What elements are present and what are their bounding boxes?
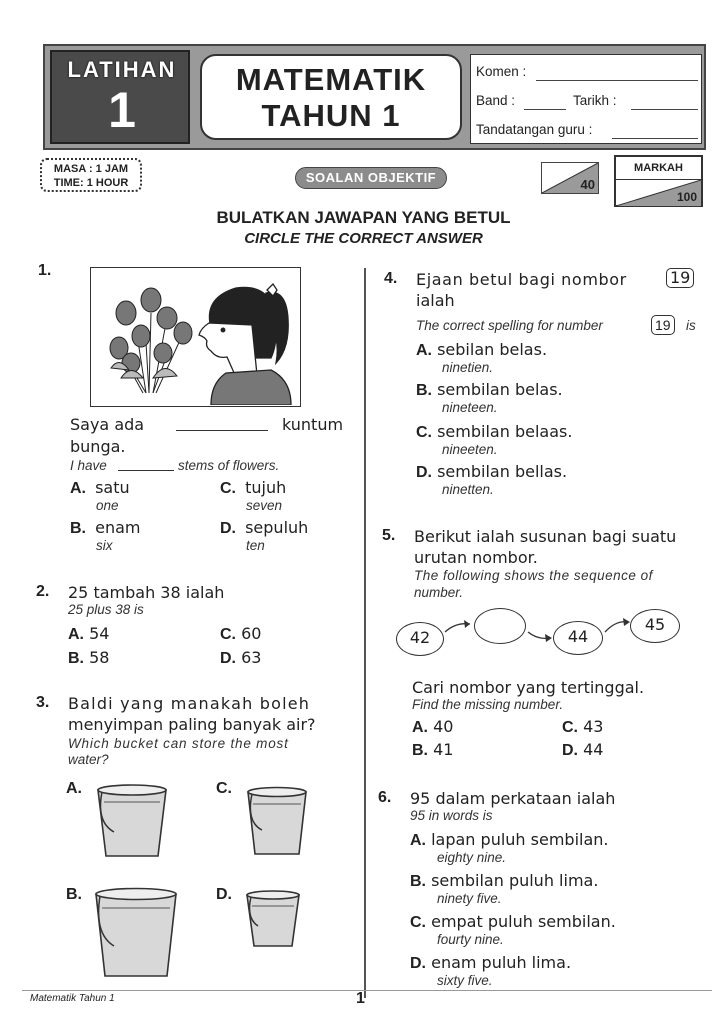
q2-option-c[interactable]	[220, 624, 261, 644]
option-en: fourty nine.	[437, 932, 504, 947]
q6-option-c[interactable]	[410, 912, 616, 947]
latihan-label: LATIHAN	[67, 57, 177, 82]
q3-text-line1: Baldi yang manakah boleh	[68, 694, 311, 713]
option-text: 63	[241, 648, 262, 667]
q5-question-en: Find the missing number.	[412, 697, 564, 712]
option-text: 54	[89, 624, 110, 643]
option-letter: C.	[410, 914, 426, 931]
q2-option-d[interactable]	[220, 648, 261, 668]
q4-text-b: ialah	[416, 291, 455, 310]
q2-text: 25 tambah 38 ialah	[68, 583, 225, 602]
q1-text-b: kuntum	[282, 415, 344, 434]
option-letter: B.	[410, 873, 426, 890]
q4-en: The correct spelling for number	[416, 318, 603, 333]
q1-text-c: bunga.	[70, 437, 126, 456]
tandatangan-field[interactable]	[612, 124, 698, 139]
q6-text: 95 dalam perkataan ialah	[410, 789, 616, 808]
option-letter: B.	[412, 742, 428, 759]
q1-option-c[interactable]	[220, 478, 286, 513]
markah-total: 100	[676, 190, 697, 204]
option-text: 44	[583, 740, 604, 759]
q6-option-a[interactable]	[410, 830, 608, 865]
time-box	[40, 158, 142, 192]
option-letter: A.	[410, 832, 426, 849]
q1-en-b: stems of flowers.	[178, 458, 280, 473]
instruction-english: CIRCLE THE CORRECT ANSWER	[244, 230, 483, 247]
q3-number: 3.	[36, 694, 50, 711]
q1-text-a: Saya ada	[70, 415, 145, 434]
option-en: eighty nine.	[437, 850, 507, 865]
option-en: six	[96, 538, 113, 553]
score-total: 40	[580, 177, 595, 192]
option-en: ninetten.	[442, 482, 494, 497]
q5-en-line1: The following shows the sequence of	[414, 568, 653, 583]
option-letter: C.	[562, 719, 578, 736]
q3-text-line2: menyimpan paling banyak air?	[68, 715, 316, 734]
q1-option-d[interactable]	[220, 518, 308, 553]
option-en: one	[96, 498, 119, 513]
q1-en-a: I have	[70, 458, 107, 473]
arrow-2-icon	[545, 634, 552, 642]
footer-title: Matematik Tahun 1	[30, 993, 115, 1004]
q4-en-number-box: 19	[651, 315, 675, 335]
option-en: ten	[246, 538, 265, 553]
option-text: sebilan belas.	[437, 340, 548, 359]
section-badge: SOALAN OBJEKTIF	[295, 167, 447, 189]
option-text: lapan puluh sembilan.	[431, 830, 609, 849]
option-letter: A.	[68, 626, 84, 643]
q4-text-a: Ejaan betul bagi nombor	[416, 270, 627, 289]
komen-label: Komen :	[476, 64, 527, 79]
girl-flowers-illustration	[91, 268, 299, 405]
option-text: enam	[95, 518, 141, 537]
option-letter: D.	[416, 464, 432, 481]
q4-option-c[interactable]	[416, 422, 572, 457]
page-number: 1	[356, 990, 365, 1007]
arrow-1-icon	[464, 620, 470, 628]
q5-option-d[interactable]	[562, 740, 603, 760]
q5-option-a[interactable]	[412, 717, 453, 737]
q4-number: 4.	[384, 270, 398, 287]
option-letter: C.	[416, 424, 432, 441]
option-en: ninetien.	[442, 360, 494, 375]
q3-option-d-letter[interactable]: D.	[216, 886, 232, 903]
q3-en-line1: Which bucket can store the most	[68, 736, 289, 751]
option-text: 40	[433, 717, 454, 736]
masa-text: MASA : 1 JAM	[53, 163, 129, 175]
q1-en-blank	[118, 470, 174, 471]
q4-option-d[interactable]	[416, 462, 567, 497]
q2-en: 25 plus 38 is	[68, 602, 144, 617]
option-text: sepuluh	[245, 518, 309, 537]
sequence-bubble-1: 42	[396, 622, 444, 656]
option-letter: D.	[220, 520, 236, 537]
q6-en: 95 in words is	[410, 808, 493, 823]
option-text: empat puluh sembilan.	[431, 912, 616, 931]
komen-field[interactable]	[536, 66, 698, 81]
markah-label: MARKAH	[616, 157, 701, 180]
option-text: enam puluh lima.	[431, 953, 572, 972]
tandatangan-label: Tandatangan guru :	[476, 122, 593, 137]
q2-option-b[interactable]	[68, 648, 109, 668]
option-letter: C.	[220, 480, 236, 497]
arrow-3-icon	[623, 618, 630, 626]
option-text: tujuh	[245, 478, 287, 497]
q5-option-b[interactable]	[412, 740, 453, 760]
q5-text-line1: Berikut ialah susunan bagi suatu	[414, 527, 677, 546]
option-text: 60	[241, 624, 262, 643]
option-text: sembilan belaas.	[437, 422, 573, 441]
q6-option-b[interactable]	[410, 871, 598, 906]
q5-option-c[interactable]	[562, 717, 603, 737]
option-letter: A.	[412, 719, 428, 736]
option-letter: D.	[220, 650, 236, 667]
q2-number: 2.	[36, 583, 50, 600]
q6-number: 6.	[378, 789, 392, 806]
option-text: satu	[95, 478, 130, 497]
time-text: TIME: 1 HOUR	[53, 177, 129, 189]
option-letter: B.	[70, 520, 86, 537]
option-text: sembilan bellas.	[437, 462, 568, 481]
footer-line	[22, 990, 712, 991]
q5-en-line2: number.	[414, 585, 464, 600]
option-en: ninety five.	[437, 891, 502, 906]
q3-en-line2: water?	[68, 752, 109, 767]
score-box	[541, 162, 599, 194]
q3-option-a-letter[interactable]: A.	[66, 780, 82, 797]
option-text: 58	[89, 648, 110, 667]
q6-option-d[interactable]	[410, 953, 571, 988]
q4-number-box: 19	[666, 268, 694, 288]
option-en: seven	[246, 498, 283, 513]
band-field[interactable]	[524, 95, 566, 110]
tarikh-field[interactable]	[631, 95, 698, 110]
bucket-d-icon[interactable]	[244, 888, 302, 950]
q3-option-b-letter[interactable]: B.	[66, 886, 82, 903]
subject-title: MATEMATIK	[235, 62, 427, 97]
q5-number: 5.	[382, 527, 396, 544]
grade-title: TAHUN 1	[261, 98, 401, 133]
q4-option-b[interactable]	[416, 380, 563, 415]
q5-text-line2: urutan nombor.	[414, 548, 538, 567]
tarikh-label: Tarikh :	[573, 93, 617, 108]
option-letter: A.	[70, 480, 86, 497]
option-letter: C.	[220, 626, 236, 643]
option-text: 41	[433, 740, 454, 759]
q3-option-c-letter[interactable]: C.	[216, 780, 232, 797]
sequence-bubble-3: 44	[553, 621, 603, 655]
q5-question: Cari nombor yang tertinggal.	[412, 678, 645, 697]
band-label: Band :	[476, 93, 516, 108]
q1-option-b[interactable]	[70, 518, 140, 553]
q1-picture	[90, 267, 301, 407]
q1-blank	[176, 430, 268, 431]
option-en: sixty five.	[437, 973, 493, 988]
option-letter: D.	[562, 742, 578, 759]
option-text: 43	[583, 717, 604, 736]
bucket-b-icon[interactable]	[92, 886, 180, 980]
column-divider	[364, 268, 366, 998]
option-en: nineteen.	[442, 400, 498, 415]
bucket-a-icon[interactable]	[94, 782, 170, 860]
option-letter: A.	[416, 342, 432, 359]
latihan-number: 1	[108, 82, 136, 138]
sequence-bubble-4: 45	[630, 609, 680, 643]
sequence-arrows	[440, 610, 640, 650]
option-en: nineeten.	[442, 442, 498, 457]
option-letter: B.	[416, 382, 432, 399]
q2-option-a[interactable]	[68, 624, 109, 644]
q1-option-a[interactable]	[70, 478, 130, 513]
option-letter: D.	[410, 955, 426, 972]
instruction-malay: BULATKAN JAWAPAN YANG BETUL	[216, 208, 511, 227]
bucket-c-icon[interactable]	[244, 784, 310, 858]
q4-en-tail: is	[686, 318, 696, 333]
option-letter: B.	[68, 650, 84, 667]
q4-option-a[interactable]	[416, 340, 547, 375]
q1-number: 1.	[38, 262, 52, 279]
option-text: sembilan puluh lima.	[431, 871, 599, 890]
option-text: sembilan belas.	[437, 380, 563, 399]
markah-box	[614, 155, 703, 207]
